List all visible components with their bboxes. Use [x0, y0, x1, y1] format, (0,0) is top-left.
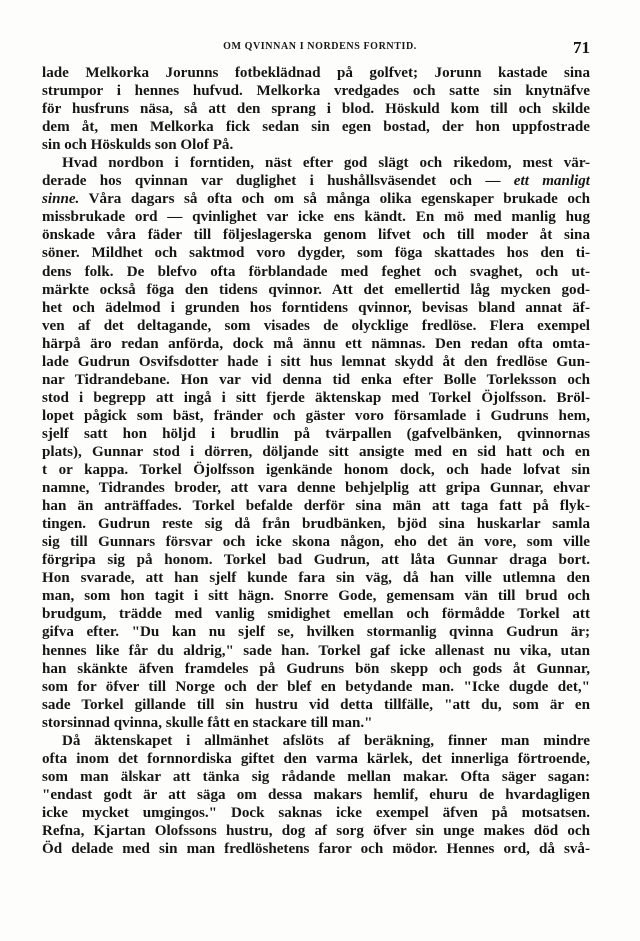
- text-line: t or kappa. Torkel Öjolfsson igenkände honom dock, och hade lofvat sin: [42, 462, 590, 479]
- text-line: märkte också föga den tidens qvinnor. Att det emellertid låg mycken god-: [42, 281, 590, 298]
- text-line: stod i begrepp att ingå i sitt fjerde äktenskap med Torkel Öjolfsson. Bröl-: [42, 389, 590, 406]
- text-line: Öd delade med sin man fredlöshetens faror och mödor. Hennes ord, då svå-: [42, 841, 590, 858]
- text-line: sjelf satt hon höljd i brudlin på tvärpallen (gafvelbänken, qvinnornas: [42, 425, 590, 442]
- text-line: som for öfver till Norge och der blef en betydande man. "Icke dugde det,": [42, 678, 590, 695]
- text-line: ofta inom det fornnordiska giftet den varma kärlek, det innerliga förtroende,: [42, 750, 590, 767]
- body-text: [42, 64, 590, 858]
- text-line: missbrukade ord — qvinlighet var icke ens kändt. En mö med manlig hug: [42, 209, 590, 226]
- text-line: Hvad nordbon i forntiden, näst efter god slägt och rikedom, mest vär-: [62, 155, 590, 172]
- text-line: plats), Gunnar stod i dörren, döljande sitt ansigte med en sid hatt och en: [42, 443, 590, 460]
- text-line: söner. Mildhet och saktmod voro dygder, som föga skattades hos den ti-: [42, 245, 590, 262]
- text-line: förgripa sig på honom. Torkel bad Gudrun, att låta Gunnar draga bort.: [42, 552, 590, 569]
- text-line: "endast godt är att säga om dessa makars hemlif, ehuru de hvardagligen: [42, 786, 590, 803]
- page-number: 71: [573, 38, 590, 57]
- text-line: namne, Tidrandes broder, att vara denne behjelplig att gripa Gunnar, ehvar: [42, 480, 590, 497]
- text-line: lade Melkorka Jorunns fotbeklädnad på golfvet; Jorunn kastade sina: [42, 65, 590, 81]
- text-line: storsinnad qvinna, skulle fått en stackare till man.": [42, 714, 373, 731]
- text-line: dem åt, men Melkorka fick sedan sin egen bostad, der hon uppfostrade: [42, 119, 590, 136]
- text-line: lade Gudrun Osvifsdotter hade i sitt hus lemnat skydd åt den fredlöse Gun-: [42, 353, 590, 370]
- text-line: gifva efter. "Du kan nu sjelf se, hvilken stormanlig qvinna Gudrun är;: [42, 624, 590, 641]
- text-line: Då äktenskapet i allmänhet afslöts af beräkning, finner man mindre: [62, 732, 590, 749]
- italic-phrase: ett manligt: [513, 173, 590, 190]
- text-line: man, som hon tagit i sitt hägn. Snorre Gode, gemensam vän till brud och: [42, 588, 590, 605]
- running-head: [48, 38, 592, 57]
- text-line: han än anträffades. Torkel befalde derför sina män att taga fatt på flyk-: [42, 498, 590, 515]
- text-line: het och ädelmod i grunden hos forntidens qvinnor, bevisas bland annat äf-: [42, 299, 590, 316]
- text-line: ven af det deltagande, som visades de olycklige fredlöse. Flera exempel: [42, 317, 590, 334]
- italic-phrase: sinne.: [42, 191, 80, 208]
- text-line: dens folk. De blefvo ofta förblandade med feghet och svaghet, och ut-: [42, 263, 590, 280]
- text-line-with-italic: derade hos qvinnan var duglighet i hushållsväsendet och — ett manligt: [42, 173, 590, 190]
- text-line: nar Tidrandebane. Hon var vid denna tid enka efter Bolle Torleksson och: [42, 371, 590, 388]
- text-line: lopet pågick som bäst, fränder och gäster voro församlade i Gudruns hem,: [42, 407, 590, 424]
- text-line: önskade våra fäder till följeslagerska genom lifvet och till moder åt sina: [42, 227, 590, 244]
- text-line: Hon svarade, att han sjelf kunde fara sin väg, då han ville utlemna den: [42, 570, 590, 587]
- running-head-title: OM QVINNAN I NORDENS FORNTID.: [223, 41, 417, 52]
- text-line: sig till Gunnars försvar och icke skona någon, eho det än vore, som ville: [42, 534, 590, 551]
- text-line: för husfruns näsa, så att den sprang i blod. Höskuld kom till och skilde: [42, 101, 590, 118]
- text-line: brudgum, trädde med vanlig smidighet emellan och förmådde Torkel att: [42, 606, 590, 623]
- text-line: som man älskar att tänka sig rådande mellan makar. Ofta säger sagan:: [42, 768, 590, 785]
- text-line-with-italic: sinne. Våra dagars så ofta och om så många olika egenskaper brukade och: [42, 191, 590, 208]
- text-line: strumpor i hennes hufvud. Melkorka vredgades och satte sin knytnäfve: [42, 83, 590, 100]
- text-line: hennes like får du aldrig," sade han. Torkel gaf icke allenast nu vika, utan: [42, 642, 590, 659]
- text-line: härpå äro redan anförda, dock må ännu ett nämnas. Den redan ofta omta-: [42, 335, 590, 352]
- text-line: tingen. Gudrun reste sig då från brudbänken, bjöd sina huskarlar samla: [42, 516, 590, 533]
- text-line: sade Torkel gillande till sin hustru vid detta tillfälle, "att du, som är en: [42, 696, 590, 713]
- text-line: sin och Höskulds son Olof På.: [42, 137, 234, 154]
- text-line: Refna, Kjartan Olofssons hustru, dog af sorg öfver sin unge makes död och: [42, 822, 590, 839]
- text-line: han skänkte äfven framdeles på Gudruns bön skepp och gods åt Gunnar,: [42, 660, 590, 677]
- text-line: icke mycket umgingos." Dock saknas icke exempel äfven på motsatsen.: [42, 804, 590, 821]
